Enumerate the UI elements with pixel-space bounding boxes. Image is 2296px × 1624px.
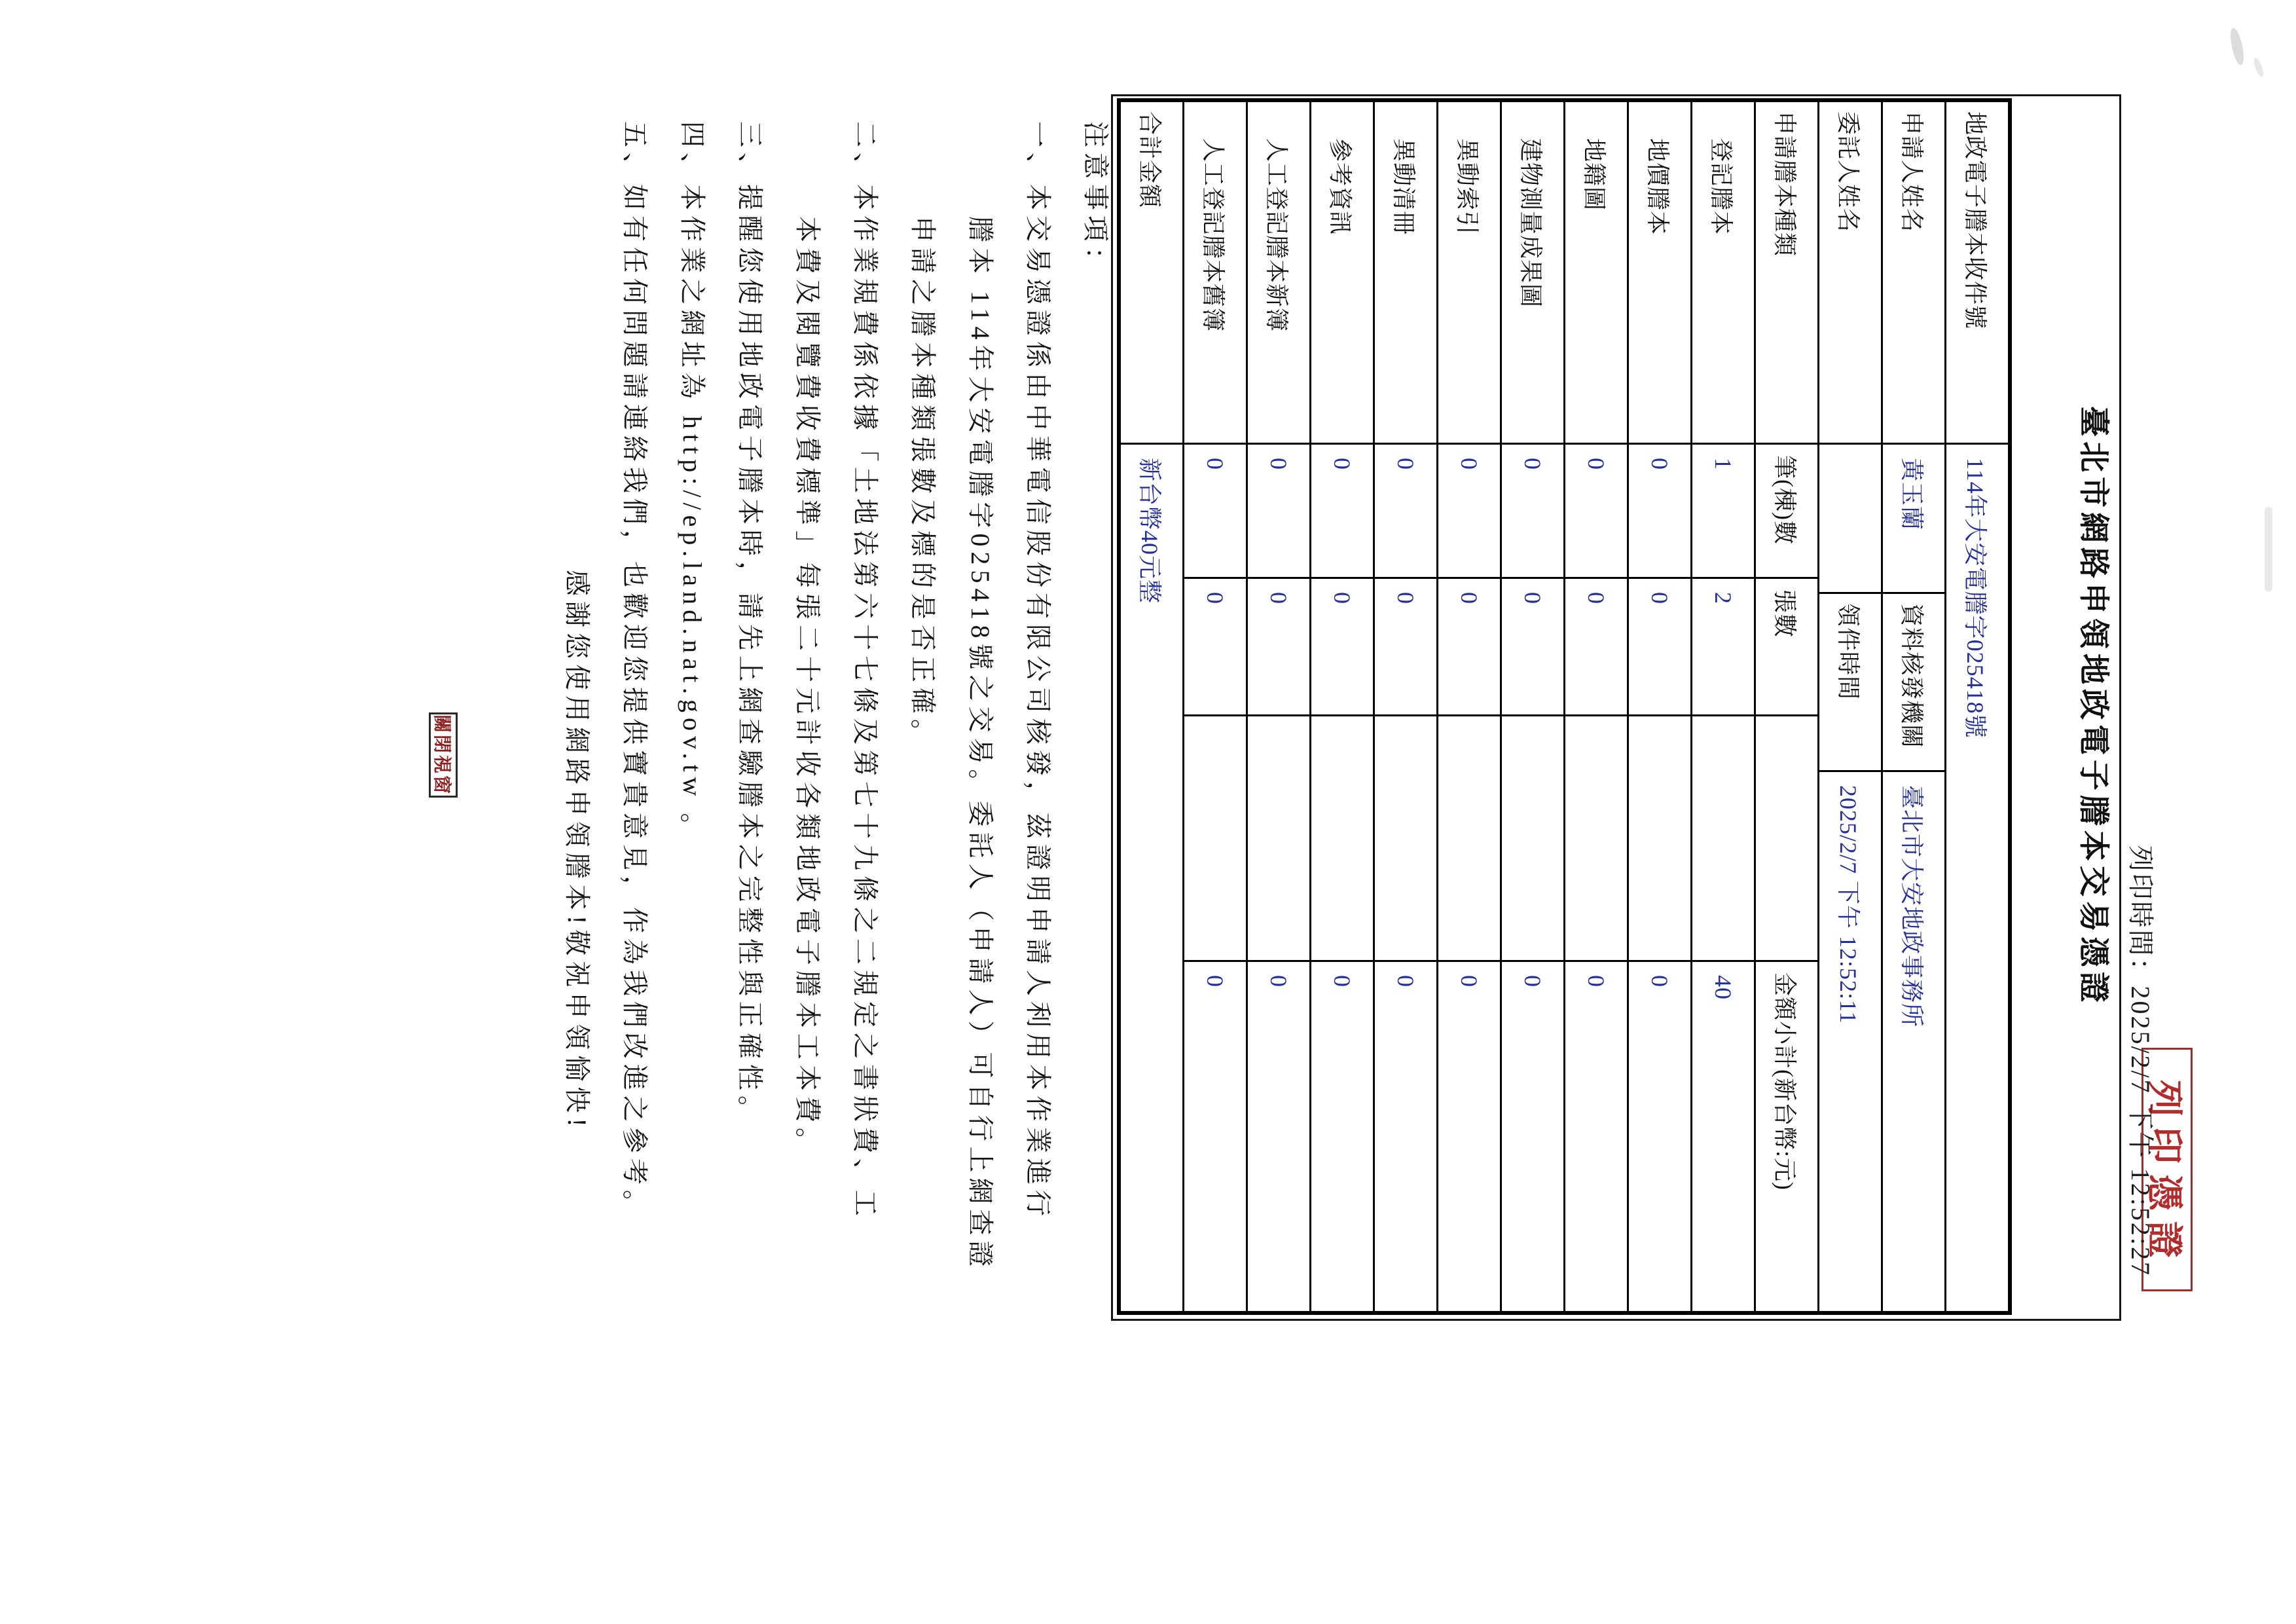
type-name: 建物測量成果圖: [1518, 138, 1544, 308]
table-row-type: [1248, 102, 1311, 1311]
table-total-row: [1121, 102, 1184, 1311]
scan-artifact: [2265, 507, 2272, 592]
type-pages: 0: [1184, 577, 1246, 714]
type-count: 0: [1184, 443, 1246, 577]
pickup-time-value: 2025/2/7 下午 12:52:11: [1819, 770, 1881, 1311]
issuing-office-value: 臺北市大安地政事務所: [1883, 770, 1944, 1311]
type-count: 0: [1248, 443, 1309, 577]
page-title: 臺北市網路申領地政電子謄本交易憑證: [2076, 406, 2110, 1007]
spacer-cell: [1438, 714, 1500, 960]
spacer-cell: [1629, 714, 1690, 960]
spacer-cell: [1375, 714, 1436, 960]
type-pages: 0: [1565, 577, 1627, 714]
print-time-value: 2025/2/7 下午 12:52:27: [2126, 986, 2155, 1277]
type-name: 地籍圖: [1581, 138, 1608, 212]
scan-artifact: [2252, 57, 2265, 78]
type-amount: 0: [1375, 960, 1436, 1311]
scan-artifact: [2228, 27, 2246, 66]
count-column-header: 筆(棟)數: [1756, 443, 1817, 577]
type-count: 0: [1438, 443, 1500, 577]
note-line: 申請之謄本種類張數及標的是否正確。: [908, 216, 938, 750]
type-pages: 0: [1311, 577, 1373, 714]
type-pages: 0: [1248, 577, 1309, 714]
note-line: 謄本 114年大安電謄字025418號之交易。委託人（申請人）可自行上網查證: [966, 216, 995, 1272]
table-row-type: [1438, 102, 1502, 1311]
spacer-cell: [1184, 714, 1246, 960]
type-pages: 0: [1629, 577, 1690, 714]
type-amount: 0: [1629, 960, 1690, 1311]
receipt-number-label: 地政電子謄本收件號: [1962, 111, 1989, 330]
type-name: 人工登記謄本舊簿: [1200, 138, 1227, 333]
type-amount: 0: [1565, 960, 1627, 1311]
table-row-type: [1184, 102, 1248, 1311]
type-name: 參考資訊: [1327, 138, 1354, 236]
note-line: 一、本交易憑證係由中華電信股份有限公司核發，茲證明申請人利用本作業進行: [1023, 121, 1053, 1221]
transaction-table: [1117, 98, 2012, 1315]
type-count: 0: [1502, 443, 1563, 577]
table-row-type: [1565, 102, 1629, 1311]
print-certificate-button[interactable]: 列印憑證: [2141, 1048, 2193, 1291]
issuing-office-label: 資料核發機關: [1883, 592, 1944, 770]
table-row: [1819, 102, 1883, 1311]
type-name: 人工登記謄本新簿: [1264, 138, 1290, 333]
spacer-cell: [1756, 714, 1817, 960]
table-row-type: [1375, 102, 1438, 1311]
pickup-time-label: 領件時間: [1819, 592, 1881, 770]
note-line: 四、本作業之網址為 http://ep.land.nat.gov.tw 。: [678, 121, 707, 845]
total-amount-value: 新台幣40元整: [1121, 443, 1182, 1311]
type-name: 異動清冊: [1391, 138, 1417, 236]
type-count: 0: [1565, 443, 1627, 577]
table-row-type: [1311, 102, 1375, 1311]
spacer-cell: [1565, 714, 1627, 960]
table-row: [1883, 102, 1946, 1311]
note-line: 五、如有任何問題請連絡我們，也歡迎您提供寶貴意見，作為我們改進之參考。: [620, 121, 649, 1221]
spacer-cell: [1248, 714, 1309, 960]
applicant-name-label: 申請人姓名: [1899, 111, 1925, 233]
type-amount: 0: [1311, 960, 1373, 1311]
table-header-row: [1756, 102, 1819, 1311]
type-name: 登記謄本: [1708, 138, 1735, 236]
note-line: 三、提醒您使用地政電子謄本時，請先上網查驗謄本之完整性與正確性。: [735, 121, 765, 1127]
table-row-type: [1692, 102, 1756, 1311]
type-name: 異動索引: [1454, 138, 1481, 236]
note-line: 二、本作業規費係依據「土地法第六十七條及第七十九條之二規定之書狀費、工: [850, 121, 880, 1221]
type-count: 0: [1311, 443, 1373, 577]
type-name: 地價謄本: [1645, 138, 1671, 236]
type-column-header: 申請謄本種類: [1772, 111, 1798, 257]
applicant-name-value: 黃玉蘭: [1883, 443, 1944, 592]
type-count: 1: [1692, 443, 1754, 577]
table-row: [1946, 102, 2008, 1311]
delegate-name-label: 委託人姓名: [1835, 111, 1862, 233]
type-amount: 40: [1692, 960, 1754, 1311]
total-amount-label: 合計金額: [1137, 111, 1163, 209]
print-time-label: 列印時間：: [2126, 845, 2155, 986]
type-pages: 0: [1438, 577, 1500, 714]
type-amount: 0: [1248, 960, 1309, 1311]
notes-heading: 注意事項：: [1081, 121, 1110, 278]
note-line: 本費及閱覽費收費標準」每張二十元計收各類地政電子謄本工本費。: [793, 216, 822, 1159]
amount-column-header: 金額小計(新台幣:元): [1756, 960, 1817, 1311]
thanks-line: 感謝您使用網路申領謄本!敬祝申領愉快!: [562, 570, 592, 1132]
spacer-cell: [1692, 714, 1754, 960]
type-pages: 0: [1502, 577, 1563, 714]
type-count: 0: [1375, 443, 1436, 577]
type-count: 0: [1629, 443, 1690, 577]
type-amount: 0: [1438, 960, 1500, 1311]
receipt-number-value: 114年大安電謄字025418號: [1946, 443, 2008, 1311]
type-amount: 0: [1502, 960, 1563, 1311]
type-pages: 2: [1692, 577, 1754, 714]
pages-column-header: 張數: [1756, 577, 1817, 714]
notes-section: [548, 98, 1124, 1342]
table-row-type: [1629, 102, 1692, 1311]
type-pages: 0: [1375, 577, 1436, 714]
type-amount: 0: [1184, 960, 1246, 1311]
table-row-type: [1502, 102, 1565, 1311]
delegate-name-value: [1819, 443, 1881, 592]
spacer-cell: [1502, 714, 1563, 960]
spacer-cell: [1311, 714, 1373, 960]
print-time: [2124, 845, 2161, 1277]
close-window-button[interactable]: 關閉視窗: [429, 712, 458, 798]
